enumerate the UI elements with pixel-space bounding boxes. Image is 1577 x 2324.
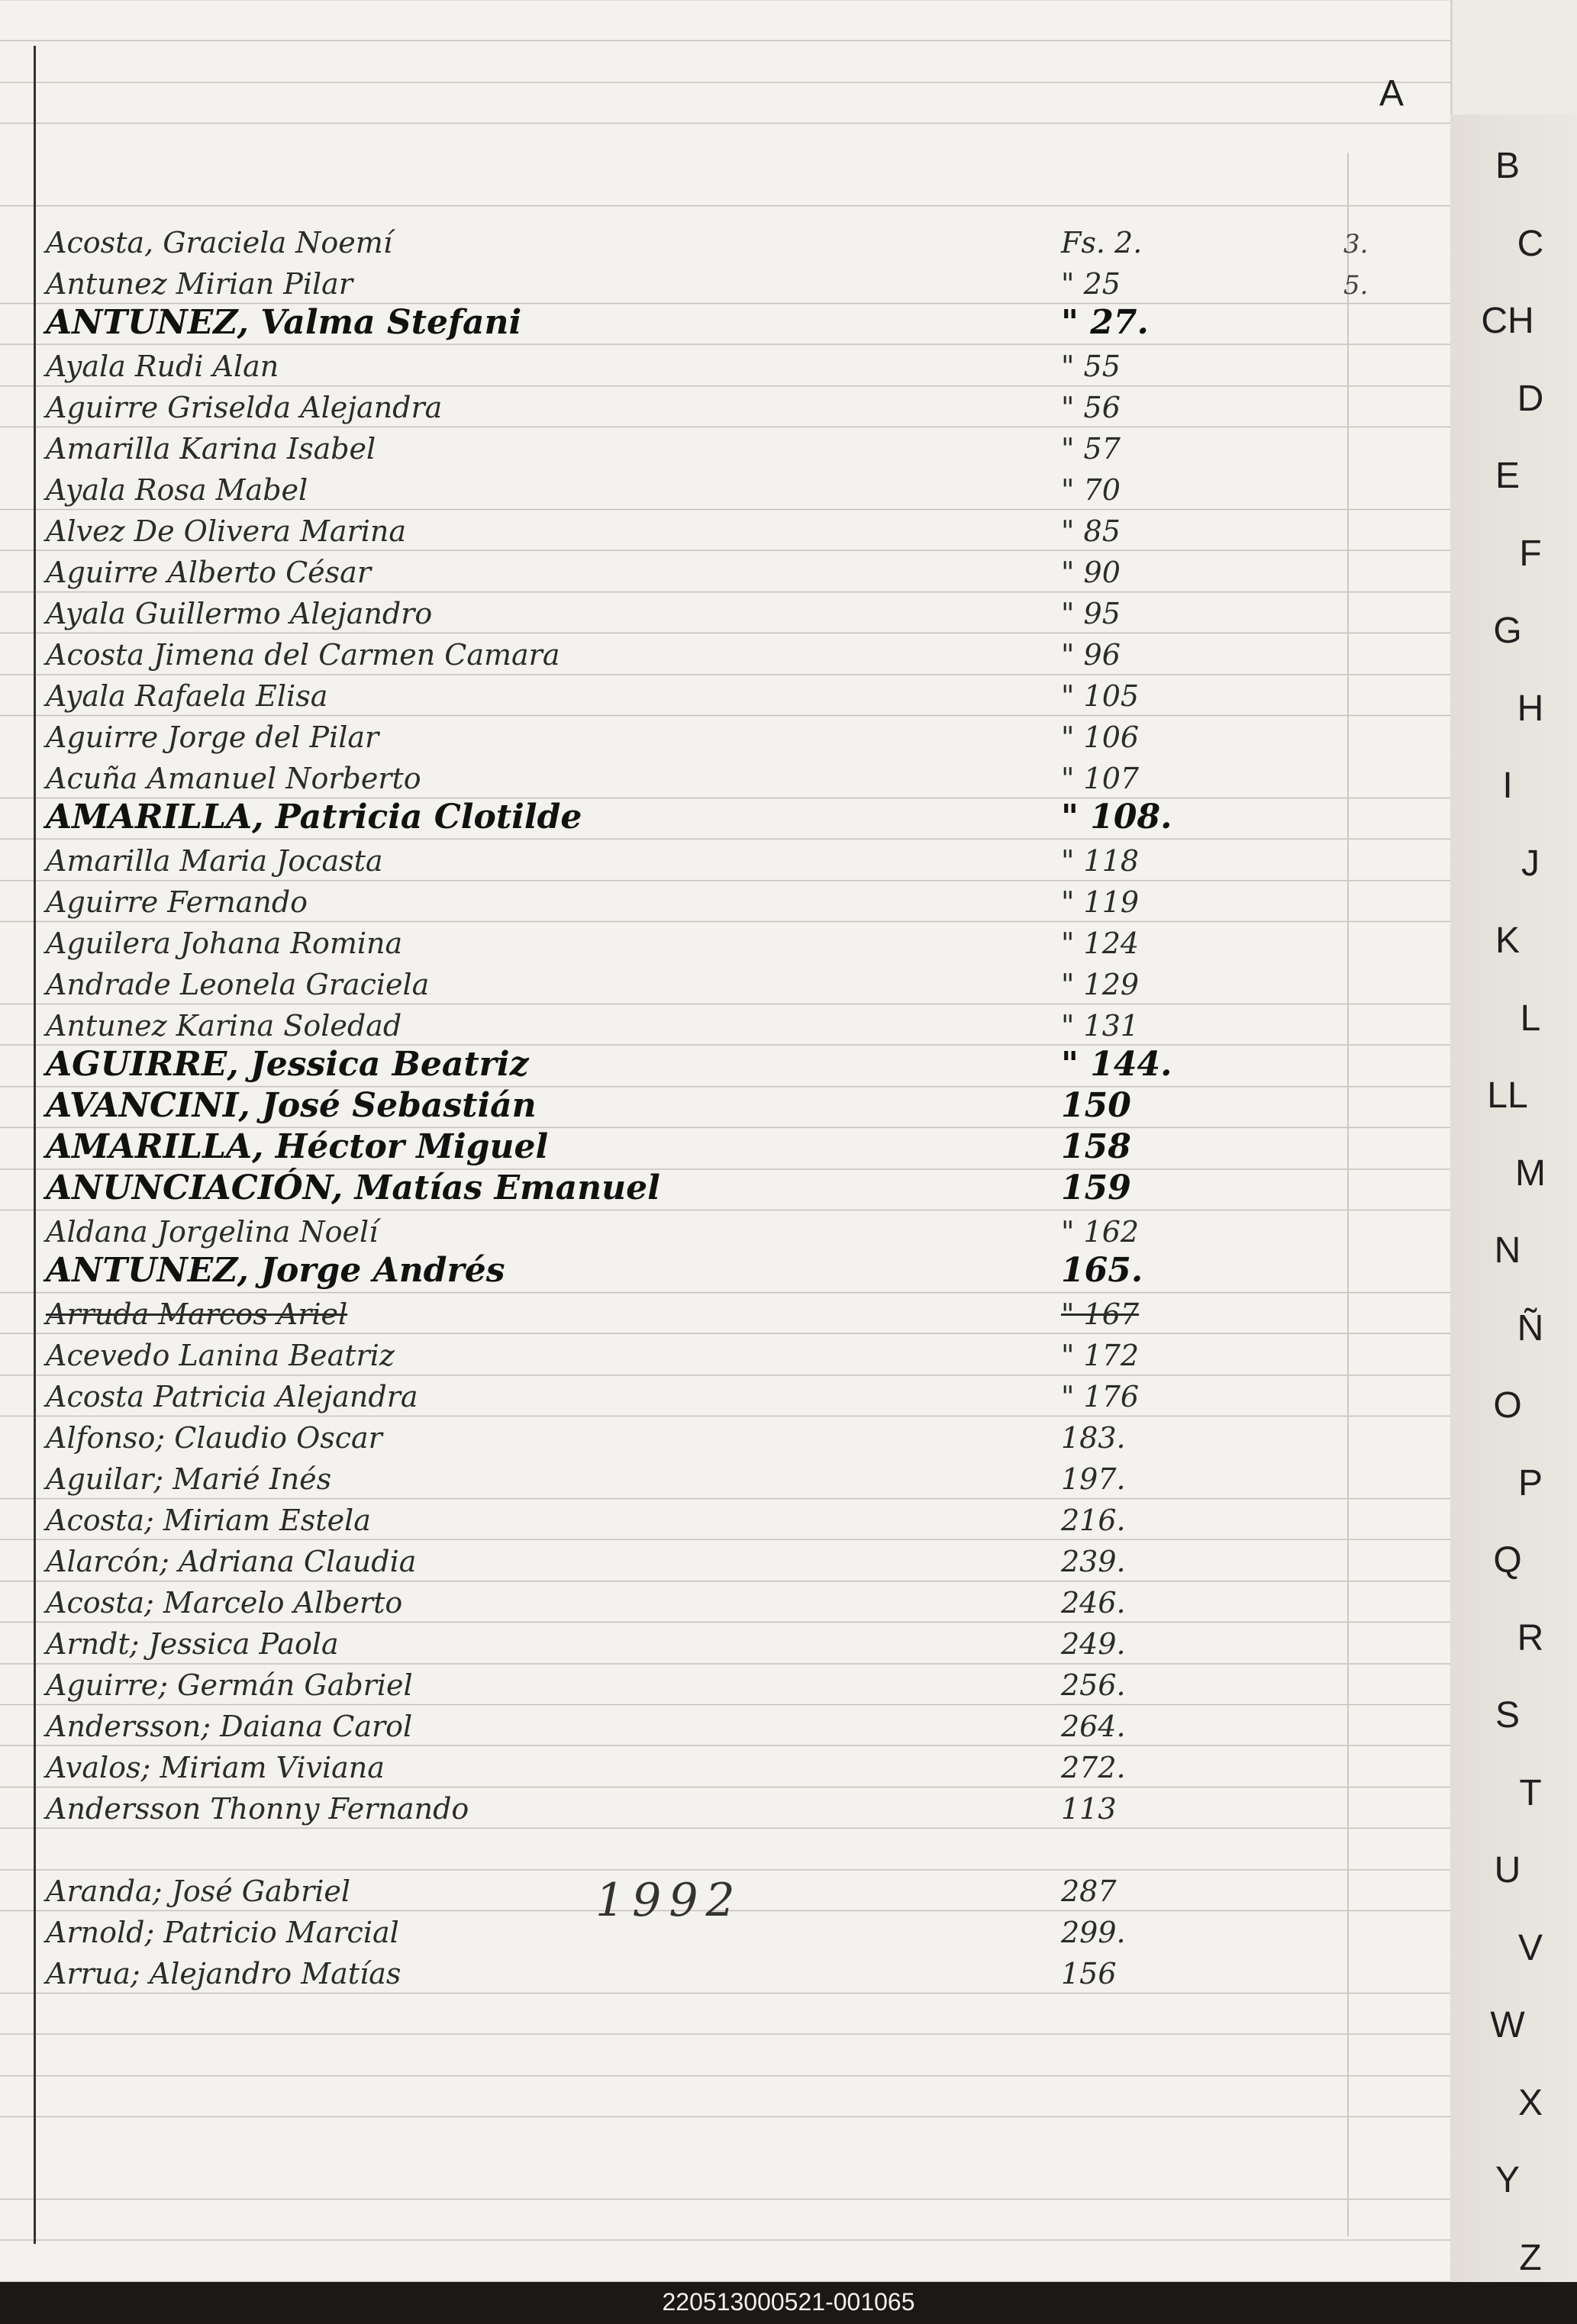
index-entry (46, 1664, 1435, 1705)
entry-name: AMARILLA, Patricia Clotilde (46, 798, 582, 836)
header-tab-letter[interactable]: A (1379, 73, 1404, 114)
entry-name: Amarilla Maria Jocasta (46, 844, 383, 878)
index-entry (46, 1746, 1435, 1787)
entry-name: Arruda Marcos Ariel (46, 1297, 348, 1331)
index-entry (46, 963, 1435, 1004)
catalog-id: 220513000521-001065 (662, 2288, 915, 2316)
entry-folio: " 131 (1061, 1009, 1140, 1043)
index-entry (46, 881, 1435, 922)
entry-folio: " 106 (1061, 720, 1140, 754)
entry-folio: 246. (1061, 1586, 1126, 1620)
index-entry (46, 345, 1435, 386)
tab-letter[interactable]: CH (1481, 301, 1534, 341)
tab-letter[interactable]: E (1495, 456, 1520, 496)
entry-folio: 239. (1061, 1545, 1126, 1578)
tab-letter[interactable]: F (1519, 533, 1542, 574)
index-entry (46, 798, 1435, 840)
tab-letter[interactable]: P (1517, 1463, 1543, 1504)
entry-folio: " 118 (1061, 844, 1140, 878)
entry-folio: " 144. (1061, 1045, 1172, 1084)
index-entry (46, 1417, 1435, 1458)
entry-name: Acosta Patricia Alejandra (46, 1380, 418, 1413)
tab-letter[interactable]: V (1517, 1928, 1543, 1968)
entry-folio: 256. (1061, 1668, 1126, 1702)
entry-name: Aguirre; Germán Gabriel (46, 1668, 413, 1702)
index-entry (46, 1375, 1435, 1417)
entry-name: Ayala Rafaela Elisa (46, 679, 328, 713)
entry-name: ANUNCIACIÓN, Matías Emanuel (46, 1168, 660, 1207)
entry-name: Acosta Jimena del Carmen Camara (46, 638, 560, 672)
index-entry (46, 1499, 1435, 1540)
index-entry (46, 304, 1435, 345)
tab-letter[interactable]: N (1494, 1230, 1521, 1271)
tab-letter[interactable]: D (1517, 379, 1544, 419)
entry-folio: 264. (1061, 1710, 1126, 1743)
index-entry (46, 1540, 1435, 1581)
entry-folio: " 129 (1061, 968, 1140, 1001)
entry-folio: " 162 (1061, 1215, 1140, 1249)
entry-folio: 158 (1061, 1127, 1131, 1166)
entry-name: Acosta; Miriam Estela (46, 1504, 371, 1537)
entry-folio: 150 (1061, 1086, 1131, 1125)
entry-folio: " 85 (1061, 514, 1121, 548)
tab-letter[interactable]: Z (1519, 2238, 1542, 2278)
entry-name: Acosta; Marcelo Alberto (46, 1586, 403, 1620)
tab-letter[interactable]: M (1515, 1153, 1546, 1194)
entry-name: AGUIRRE, Jessica Beatriz (46, 1045, 529, 1084)
index-entry (46, 716, 1435, 757)
index-entry (46, 1623, 1435, 1664)
entry-folio: " 55 (1061, 350, 1121, 383)
tab-letter[interactable]: K (1495, 920, 1520, 961)
margin-line (34, 46, 36, 2244)
entry-name: Acuña Amanuel Norberto (46, 762, 421, 795)
entry-folio: " 124 (1061, 927, 1140, 960)
entry-folio: " 172 (1061, 1339, 1140, 1372)
entry-name: Aguirre Jorge del Pilar (46, 720, 379, 754)
index-entry (46, 592, 1435, 633)
entry-folio: " 108. (1061, 798, 1172, 836)
index-entry (46, 469, 1435, 510)
entry-name: Andersson; Daiana Carol (46, 1710, 413, 1743)
entry-name: Alarcón; Adriana Claudia (46, 1545, 417, 1578)
index-entry (46, 1458, 1435, 1499)
entry-name: Arnold; Patricio Marcial (46, 1916, 399, 1949)
entry-name: Aguirre Griselda Alejandra (46, 391, 443, 424)
entry-folio: 197. (1061, 1462, 1126, 1496)
entry-name: Aguirre Fernando (46, 885, 308, 919)
tab-letter[interactable]: J (1521, 843, 1540, 884)
entry-folio: 183. (1061, 1421, 1126, 1455)
entry-name: Arrua; Alejandro Matías (46, 1957, 402, 1990)
entry-name: AMARILLA, Héctor Miguel (46, 1127, 549, 1166)
entry-name: Andersson Thonny Fernando (46, 1792, 469, 1826)
tab-letter[interactable]: Ñ (1517, 1308, 1544, 1349)
entry-name: Aguirre Alberto César (46, 556, 371, 589)
entry-name: Alvez De Olivera Marina (46, 514, 407, 548)
index-entry (46, 1252, 1435, 1293)
entry-folio: " 25 (1061, 267, 1121, 301)
index-entry (46, 633, 1435, 675)
year-note: 1992 (595, 1874, 743, 1927)
entry-folio: " 176 (1061, 1380, 1140, 1413)
entry-name: Aguilera Johana Romina (46, 927, 403, 960)
index-entry (46, 1210, 1435, 1252)
entry-name: Ayala Rudi Alan (46, 350, 279, 383)
entry-name: Acosta, Graciela Noemí (46, 226, 392, 259)
entry-name: Antunez Karina Soledad (46, 1009, 402, 1043)
tab-letter[interactable]: C (1517, 224, 1544, 264)
tab-letter[interactable]: Q (1493, 1540, 1522, 1581)
entry-name: Arndt; Jessica Paola (46, 1627, 339, 1661)
tab-letter[interactable]: I (1502, 766, 1513, 806)
tab-letter[interactable]: T (1519, 1773, 1542, 1813)
index-entry (46, 1581, 1435, 1623)
index-entry (46, 757, 1435, 798)
tab-letter[interactable]: B (1495, 146, 1520, 186)
entry-extra-note: 3. (1343, 229, 1369, 259)
index-entry (46, 427, 1435, 469)
index-entry (46, 1128, 1435, 1169)
entry-folio: " 70 (1061, 473, 1121, 507)
tab-letter[interactable]: Y (1495, 2160, 1520, 2200)
tab-letter[interactable]: O (1493, 1385, 1522, 1426)
tab-letter[interactable]: G (1493, 611, 1522, 651)
index-entry (46, 221, 1435, 263)
entry-folio: 216. (1061, 1504, 1126, 1537)
entry-extra-note: 5. (1343, 270, 1369, 301)
entry-name: AVANCINI, José Sebastián (46, 1086, 537, 1125)
tab-letter[interactable]: H (1517, 688, 1544, 729)
entry-folio: " 95 (1061, 597, 1121, 630)
entry-folio: 249. (1061, 1627, 1126, 1661)
entry-folio: 159 (1061, 1168, 1131, 1207)
tab-letter[interactable]: LL (1487, 1075, 1528, 1116)
entry-folio: 113 (1061, 1792, 1117, 1826)
tab-letter[interactable]: S (1495, 1695, 1520, 1736)
entry-folio: " 119 (1061, 885, 1140, 919)
index-entry (46, 1046, 1435, 1087)
entry-folio: " 107 (1061, 762, 1140, 795)
tab-letter[interactable]: U (1494, 1850, 1521, 1890)
entry-name: ANTUNEZ, Valma Stefani (46, 303, 522, 342)
index-entry (46, 1334, 1435, 1375)
entry-name: ANTUNEZ, Jorge Andrés (46, 1251, 505, 1290)
index-entry (46, 263, 1435, 304)
index-entry (46, 1169, 1435, 1210)
entry-folio: 272. (1061, 1751, 1126, 1784)
entry-folio: " 96 (1061, 638, 1121, 672)
entry-name: Aranda; José Gabriel (46, 1874, 351, 1908)
entry-folio: 156 (1061, 1957, 1117, 1990)
entry-name: Andrade Leonela Graciela (46, 968, 430, 1001)
entry-name: Aldana Jorgelina Noelí (46, 1215, 379, 1249)
entry-name: Avalos; Miriam Viviana (46, 1751, 385, 1784)
index-entry (46, 551, 1435, 592)
tab-letter[interactable]: W (1490, 2005, 1525, 2045)
tab-letter[interactable]: L (1520, 998, 1541, 1039)
entry-folio: " 90 (1061, 556, 1121, 589)
index-entry (46, 1705, 1435, 1746)
tab-letter[interactable]: R (1517, 1618, 1544, 1658)
index-entry (46, 1293, 1435, 1334)
entry-name: Aguilar; Marié Inés (46, 1462, 332, 1496)
entry-folio: " 57 (1061, 432, 1121, 466)
index-entry (46, 1952, 1435, 1994)
entry-folio: 299. (1061, 1916, 1126, 1949)
entry-folio: 165. (1061, 1251, 1143, 1290)
entry-name: Acevedo Lanina Beatriz (46, 1339, 395, 1372)
entry-name: Amarilla Karina Isabel (46, 432, 376, 466)
index-entry (46, 840, 1435, 881)
entry-folio: 287 (1061, 1874, 1117, 1908)
tab-letter[interactable]: X (1517, 2083, 1543, 2123)
index-entry (46, 675, 1435, 716)
entry-name: Ayala Rosa Mabel (46, 473, 308, 507)
index-entry (46, 922, 1435, 963)
index-entry (46, 1087, 1435, 1128)
index-entry (46, 1787, 1435, 1829)
entry-folio: " 167 (1061, 1297, 1140, 1331)
entry-name: Alfonso; Claudio Oscar (46, 1421, 382, 1455)
index-entry (46, 510, 1435, 551)
entry-folio: " 56 (1061, 391, 1121, 424)
index-entry (46, 386, 1435, 427)
index-entry (46, 1004, 1435, 1046)
entry-folio: " 27. (1061, 303, 1149, 342)
entry-name: Antunez Mirian Pilar (46, 267, 353, 301)
entry-name: Ayala Guillermo Alejandro (46, 597, 433, 630)
entry-folio: Fs. 2. (1061, 226, 1143, 259)
entry-folio: " 105 (1061, 679, 1140, 713)
